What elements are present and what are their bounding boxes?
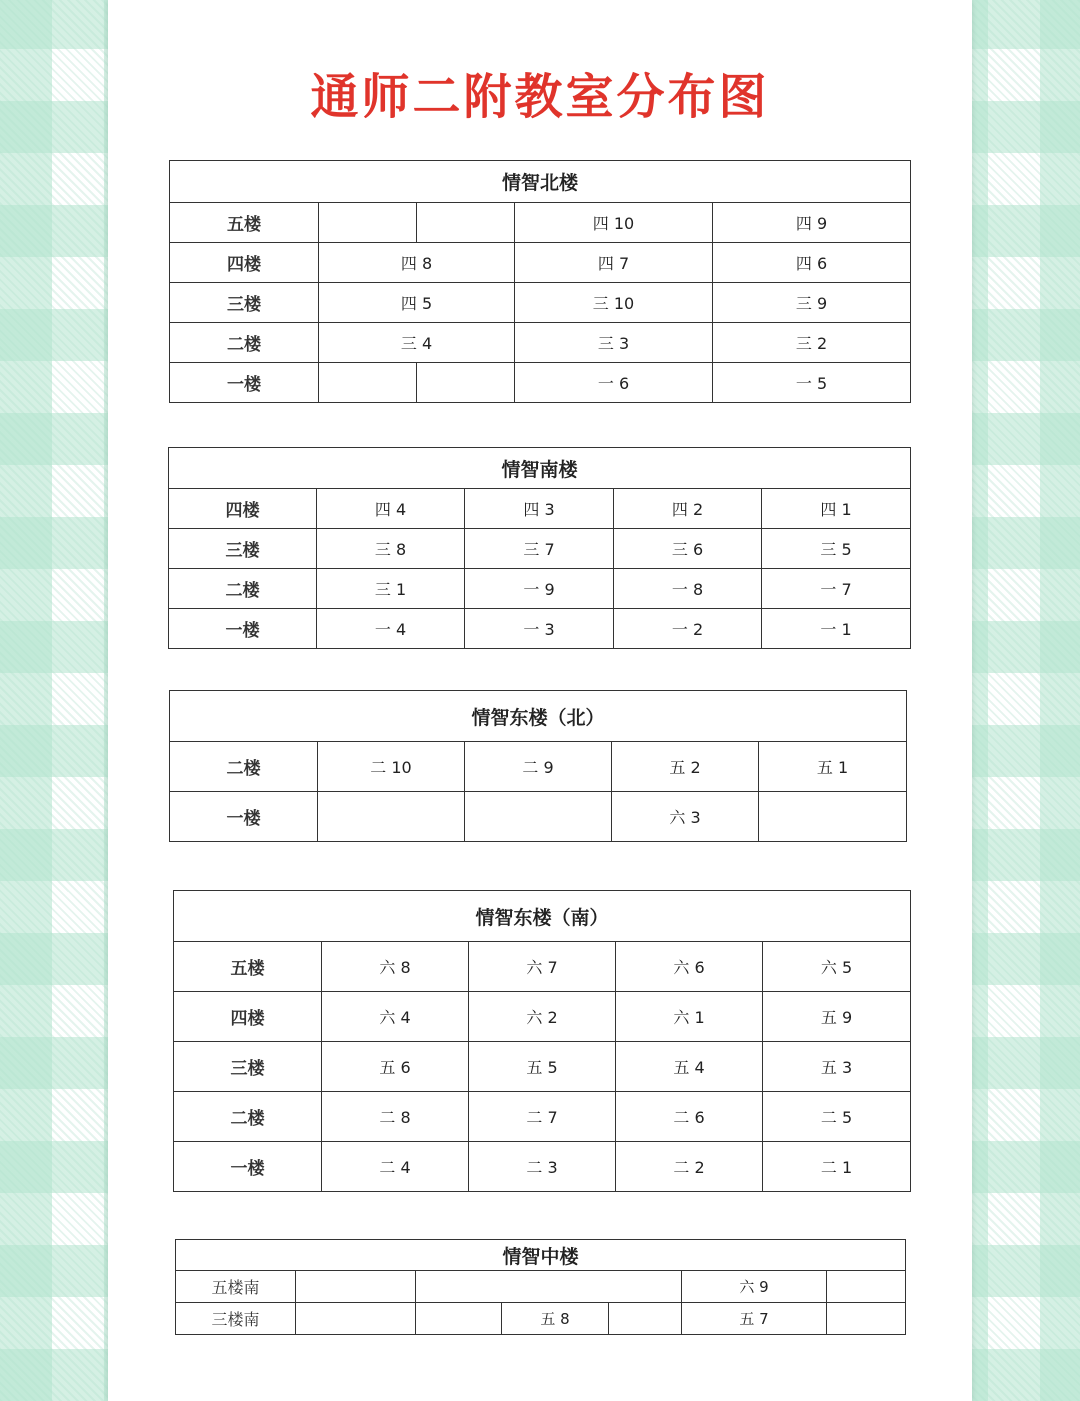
floor-label: 一楼: [170, 363, 319, 403]
north-building-table: [169, 160, 911, 403]
room-cell: 四 7: [515, 243, 713, 283]
room-cell: 五 1: [759, 742, 907, 792]
room-cell: 二 8: [322, 1092, 469, 1142]
room-cell: 五 2: [612, 742, 759, 792]
room-cell: 一 8: [614, 569, 762, 609]
room-cell: 六 4: [322, 992, 469, 1042]
floor-label: 一楼: [174, 1142, 322, 1192]
middle-building-table: [175, 1239, 906, 1335]
building-title: 情智北楼: [170, 161, 911, 203]
room-cell: 二 3: [469, 1142, 616, 1192]
room-cell: [296, 1303, 416, 1335]
room-cell: 六 8: [322, 942, 469, 992]
room-cell: [465, 792, 612, 842]
room-cell: 四 1: [762, 489, 911, 529]
room-cell: 三 9: [713, 283, 911, 323]
floor-label: 四楼: [170, 243, 319, 283]
room-cell: 六 3: [612, 792, 759, 842]
floor-label: 三楼: [169, 529, 317, 569]
room-cell: 二 7: [469, 1092, 616, 1142]
room-cell: 四 2: [614, 489, 762, 529]
room-cell: 二 5: [763, 1092, 911, 1142]
room-cell: 一 7: [762, 569, 911, 609]
floor-label: 五楼: [170, 203, 319, 243]
room-cell: [759, 792, 907, 842]
room-cell: [416, 1271, 682, 1303]
room-cell: 四 4: [317, 489, 465, 529]
room-cell: 二 4: [322, 1142, 469, 1192]
room-cell: [319, 203, 417, 243]
room-cell: 一 2: [614, 609, 762, 649]
room-cell: 六 1: [616, 992, 763, 1042]
room-cell: 四 10: [515, 203, 713, 243]
floor-label: 二楼: [170, 742, 318, 792]
room-cell: 二 10: [318, 742, 465, 792]
floor-label: 四楼: [169, 489, 317, 529]
floor-label: 三楼南: [176, 1303, 296, 1335]
room-cell: 六 5: [763, 942, 911, 992]
room-cell: 二 1: [763, 1142, 911, 1192]
room-cell: 一 1: [762, 609, 911, 649]
room-cell: 三 8: [317, 529, 465, 569]
building-title: 情智中楼: [176, 1240, 906, 1271]
building-title: 情智东楼（北）: [170, 691, 907, 742]
room-cell: [319, 363, 417, 403]
floor-label: 二楼: [170, 323, 319, 363]
room-cell: 一 3: [465, 609, 614, 649]
floor-label: 四楼: [174, 992, 322, 1042]
building-title: 情智东楼（南）: [174, 891, 911, 942]
floor-label: 一楼: [170, 792, 318, 842]
room-cell: 五 6: [322, 1042, 469, 1092]
room-cell: 四 3: [465, 489, 614, 529]
floor-label: 五楼南: [176, 1271, 296, 1303]
room-cell: 六 6: [616, 942, 763, 992]
room-cell: [318, 792, 465, 842]
room-cell: [827, 1303, 906, 1335]
room-cell: 四 8: [319, 243, 515, 283]
room-cell: 四 6: [713, 243, 911, 283]
room-cell: 三 10: [515, 283, 713, 323]
room-cell: 二 2: [616, 1142, 763, 1192]
room-cell: 六 9: [682, 1271, 827, 1303]
room-cell: 六 7: [469, 942, 616, 992]
room-cell: 一 6: [515, 363, 713, 403]
south-building-table: [168, 447, 911, 649]
room-cell: 四 5: [319, 283, 515, 323]
page-title: 通师二附教室分布图: [310, 69, 770, 125]
room-cell: 二 6: [616, 1092, 763, 1142]
room-cell: [609, 1303, 682, 1335]
east-south-building-table: [173, 890, 911, 1192]
room-cell: 四 9: [713, 203, 911, 243]
room-cell: 三 2: [713, 323, 911, 363]
room-cell: [827, 1271, 906, 1303]
room-cell: 五 5: [469, 1042, 616, 1092]
room-cell: 三 3: [515, 323, 713, 363]
floor-label: 二楼: [169, 569, 317, 609]
room-cell: 一 9: [465, 569, 614, 609]
room-cell: 一 4: [317, 609, 465, 649]
room-cell: [417, 363, 515, 403]
floor-label: 一楼: [169, 609, 317, 649]
floor-label: 二楼: [174, 1092, 322, 1142]
room-cell: [296, 1271, 416, 1303]
floor-label: 三楼: [170, 283, 319, 323]
floor-label: 五楼: [174, 942, 322, 992]
room-cell: 五 7: [682, 1303, 827, 1335]
room-cell: [417, 203, 515, 243]
room-cell: 五 4: [616, 1042, 763, 1092]
building-title: 情智南楼: [169, 448, 911, 489]
room-cell: 三 1: [317, 569, 465, 609]
room-cell: [416, 1303, 502, 1335]
room-cell: 六 2: [469, 992, 616, 1042]
room-cell: 二 9: [465, 742, 612, 792]
room-cell: 五 9: [763, 992, 911, 1042]
room-cell: 一 5: [713, 363, 911, 403]
east-north-building-table: [169, 690, 907, 842]
room-cell: 三 4: [319, 323, 515, 363]
room-cell: 三 5: [762, 529, 911, 569]
room-cell: 三 6: [614, 529, 762, 569]
room-cell: 三 7: [465, 529, 614, 569]
floor-label: 三楼: [174, 1042, 322, 1092]
room-cell: 五 3: [763, 1042, 911, 1092]
room-cell: 五 8: [502, 1303, 609, 1335]
